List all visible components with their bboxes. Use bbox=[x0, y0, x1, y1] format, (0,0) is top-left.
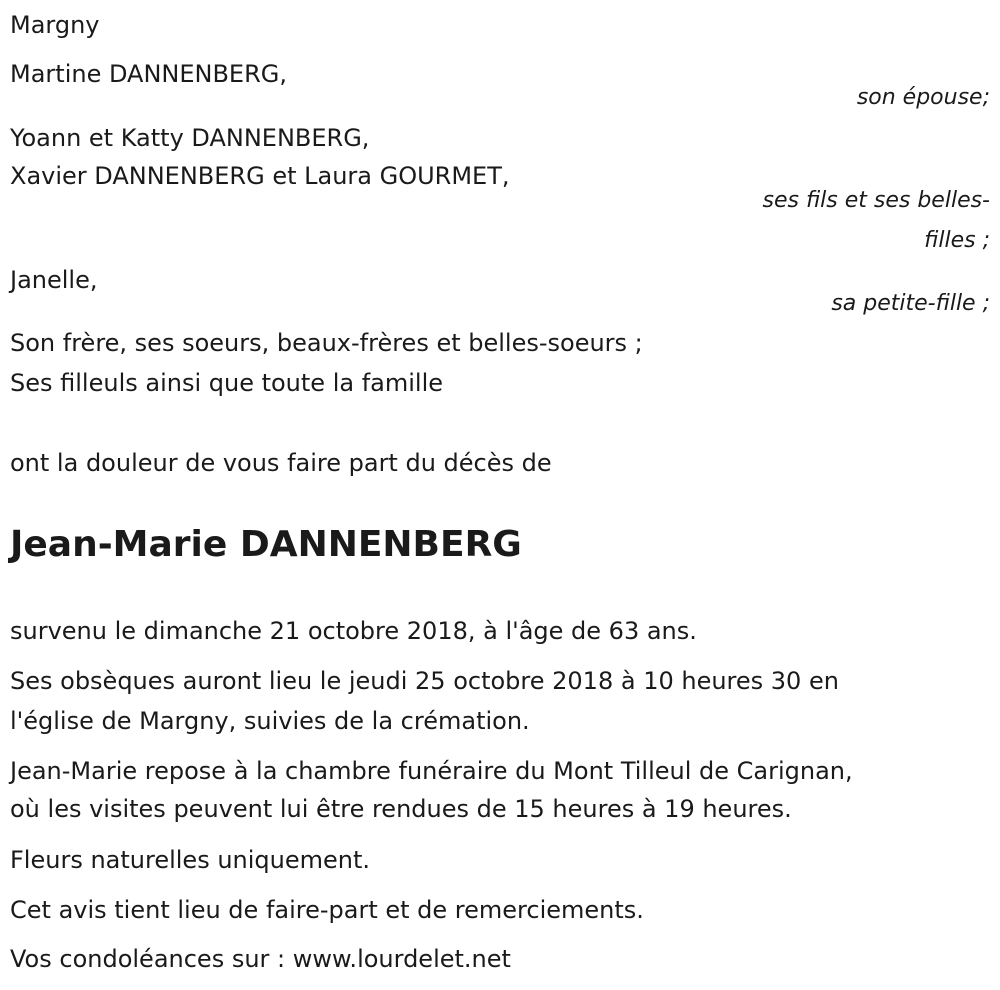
granddaughter-name: Janelle, bbox=[10, 266, 98, 294]
granddaughter-relation: sa petite-fille ; bbox=[831, 291, 990, 316]
funeral-line-1: Ses obsèques auront lieu le jeudi 25 octobre 2018 à 10 heures 30 en bbox=[10, 667, 839, 695]
son-2-names: Xavier DANNENBERG et Laura GOURMET, bbox=[10, 162, 510, 190]
extended-family-line-2: Ses filleuls ainsi que toute la famille bbox=[10, 369, 444, 397]
son-1-names: Yoann et Katty DANNENBERG, bbox=[10, 124, 370, 152]
condolences-note: Vos condoléances sur : www.lourdelet.net bbox=[10, 945, 511, 973]
death-details: survenu le dimanche 21 octobre 2018, à l'âge de 63 ans. bbox=[10, 617, 697, 645]
repose-line-2: où les visites peuvent lui être rendues de 15 heures à 19 heures. bbox=[10, 795, 792, 823]
extended-family-line-1: Son frère, ses soeurs, beaux-frères et belles-soeurs ; bbox=[10, 329, 643, 357]
sons-relation-line-2: filles ; bbox=[924, 228, 990, 253]
spouse-name: Martine DANNENBERG, bbox=[10, 60, 287, 88]
announcement: ont la douleur de vous faire part du décès de bbox=[10, 449, 552, 477]
location: Margny bbox=[10, 11, 100, 39]
flowers-note: Fleurs naturelles uniquement. bbox=[10, 846, 371, 874]
deceased-name: Jean-Marie DANNENBERG bbox=[10, 524, 522, 565]
spouse-relation: son épouse; bbox=[856, 85, 990, 110]
notice-note: Cet avis tient lieu de faire-part et de remerciements. bbox=[10, 896, 644, 924]
repose-line-1: Jean-Marie repose à la chambre funéraire du Mont Tilleul de Carignan, bbox=[10, 757, 853, 785]
funeral-line-2: l'église de Margny, suivies de la crémation. bbox=[10, 707, 530, 735]
sons-relation-line-1: ses fils et ses belles- bbox=[762, 188, 990, 213]
